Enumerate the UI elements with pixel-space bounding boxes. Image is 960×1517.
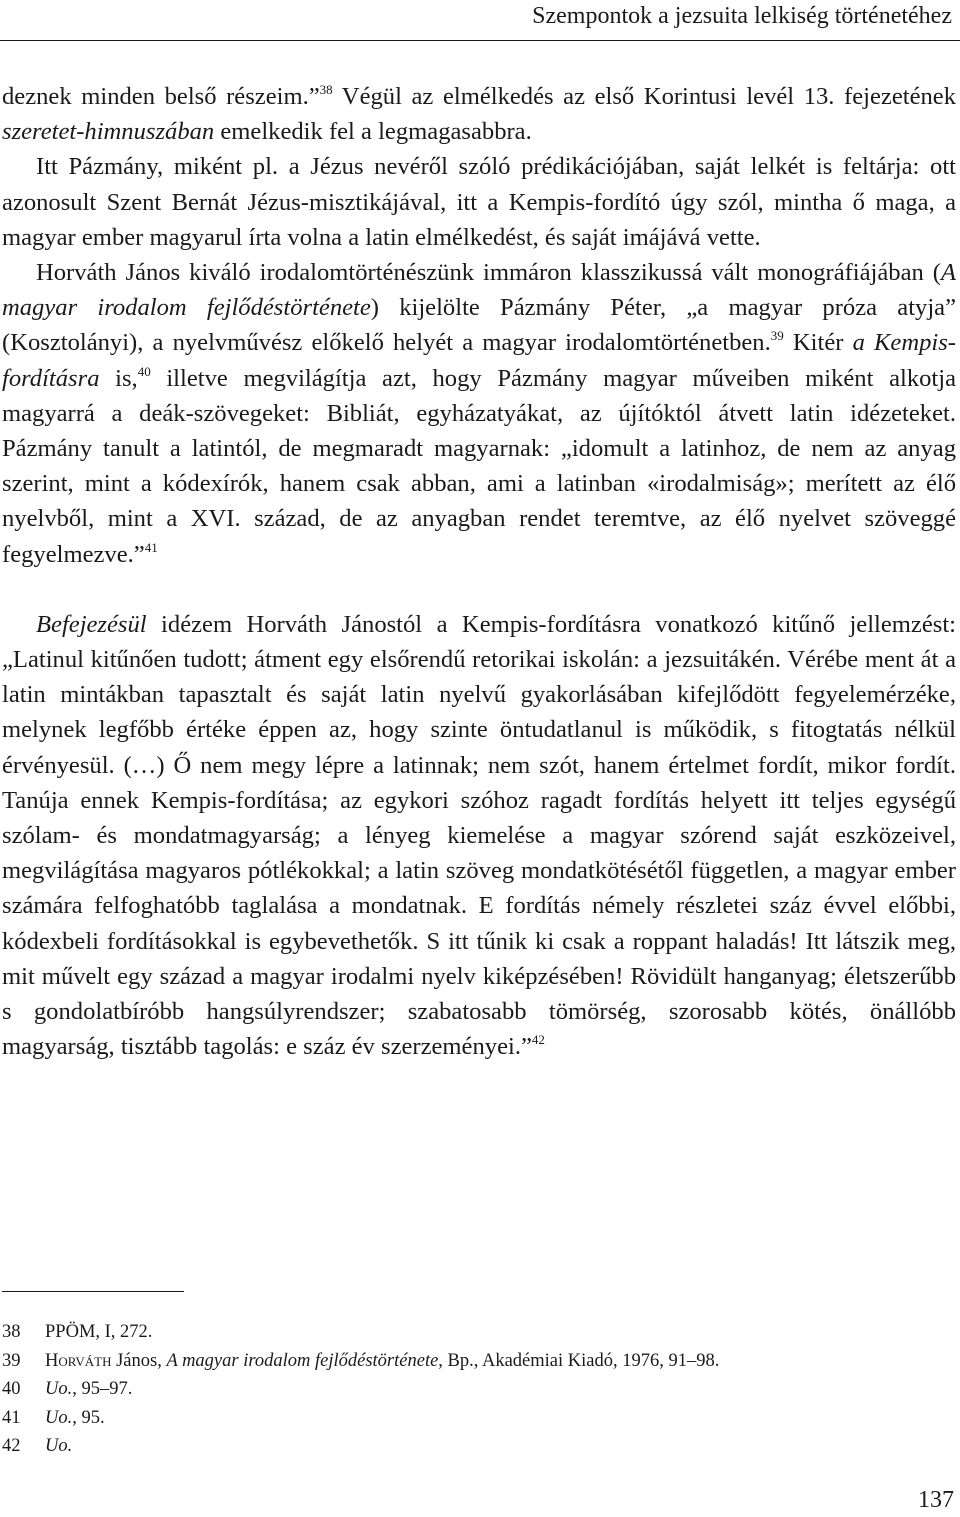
paragraph-text: Horváth János kiváló irodalomtörténészünk immáron klasszikussá vált monográfiájában ( <box>36 259 941 287</box>
footnote-text: , 95–97. <box>72 1379 133 1400</box>
paragraph-2 <box>2 149 956 255</box>
footnote-text: PPÖM, I, 272. <box>45 1322 153 1342</box>
footnote-ref-41: 41 <box>144 539 158 555</box>
footnote-40 <box>2 1375 950 1404</box>
paragraph-1 <box>2 79 956 149</box>
footnote-number: 38 <box>2 1322 21 1342</box>
footnote-number: 42 <box>2 1436 21 1457</box>
paragraph-text: deznek minden belső részeim.” <box>2 83 320 110</box>
paragraph-text: idézem Horváth Jánostól a Kempis-fordításra vonatkozó kitűnő jellemzést: „Latinul kitűnően tudott; átment egy elsőrendű retorikai iskolán: a jezsuitákén. Vérébe ment át a latin mintákban tapasztalt és saját latin nyelvű gyakorlásában kifejlődött fegyelemérzéke, melynek legfőbb értéke éppen az, hogy szinte öntudatlanul is működik, s fitogtatás nélkül érvényesül. (…) Ő nem megy lépre a latinnak; nem szót, hanem értelmet fordít, mikor fordít. Tanúja ennek Kempis-fordítása; az egykori szóhoz ragadt fordítás helyett itt teljes egységű szólam- és mondatmagyarság; a lényeg kiemelése a magyar szórend saját eszközeivel, megvilágítása magyaros pótlékokkal; a latin szöveg mondatkötésétől független, a magyar ember számára felfoghatóbb taglalása a mondatnak. E fordítás némely részletei száz évvel előbbi, kódexbeli fordításokkal is egybevethetők. S itt tűnik ki csak a roppant haladás! Itt látszik meg, mit művelt egy század a magyar irodalmi nyelv kiképzésében! Rövidült hanganyag; életszerűbb s gondolatbíróbb hangsúlyrendszer; szabatosabb tömörség, szorosabb kötés, önállóbb magyarság, tisztább tagolás: e száz év szerzeményei.” <box>2 610 956 1061</box>
running-header: Szempontok a jezsuita lelkiség történetéhez <box>532 3 952 29</box>
book-title: A magyar irodalom fejlődéstörténete <box>2 259 956 322</box>
emphasis: Befejezésül <box>36 610 147 638</box>
paragraph-4 <box>2 607 956 1065</box>
footnotes <box>2 1318 950 1461</box>
footnote-ref-38: 38 <box>319 82 333 97</box>
emphasis: szeretet-himnuszában <box>2 118 215 146</box>
main-text <box>2 79 956 1064</box>
footnote-text: , Bp., Akadémiai Kiadó, 1976, 91–98. <box>438 1350 720 1371</box>
footnote-42 <box>2 1432 950 1461</box>
footnote-rule <box>2 1291 184 1292</box>
footnote-number: 40 <box>2 1379 21 1400</box>
paragraph-text: illetve megvilágítja azt, hogy Pázmány magyar műveiben miként alkotja magyarrá a deák-szövegeket: Bibliát, egyházatyákat, az újítóktól átvett latin idézeteket. Pázmány tanult a latintól, de megmaradt magyarnak: „idomult a latinhoz, de nem az anyag szerint, mint a kódexírók, hanem csak abban, ami a latinban «irodalmiság»; merített az élő nyelvből, mint a XVI. század, de az anyagban rendet teremtve, az élő nyelvet szöveggé fegyelmezve.” <box>2 364 956 568</box>
header-rule <box>0 40 960 41</box>
paragraph-text: Végül az elmélkedés az első Korintusi levél 13. fejezetének <box>332 83 956 110</box>
footnote-38 <box>2 1318 950 1347</box>
footnote-ref-42: 42 <box>531 1032 545 1048</box>
footnote-ibid: Uo. <box>45 1436 73 1457</box>
footnote-text: , 95. <box>72 1407 105 1428</box>
emphasis: a Kempis-fordításra <box>2 329 956 392</box>
paragraph-text: is, <box>99 364 138 392</box>
author-name: Horváth <box>45 1350 112 1371</box>
paragraph-3 <box>2 255 956 572</box>
footnote-number: 41 <box>2 1407 21 1428</box>
paragraph-text: Itt Pázmány, miként pl. a Jézus nevéről szóló prédikációjában, saját lelkét is feltárja: ott azonosult Szent Bernát Jézus-misztikájával, itt a Kempis-fordító úgy szól, mintha ő maga, a magyar ember magyarul írta volna a latin elmélkedést, és saját imájává vette. <box>2 153 956 251</box>
page-number: 137 <box>918 1487 954 1513</box>
footnote-ibid: Uo. <box>45 1379 73 1400</box>
footnote-text: János, <box>111 1350 167 1371</box>
paragraph-text: Kitér <box>783 329 853 357</box>
footnote-41 <box>2 1404 950 1433</box>
footnote-ibid: Uo. <box>45 1407 73 1428</box>
book-title: A magyar irodalom fejlődéstörténete <box>166 1350 439 1371</box>
footnote-ref-39: 39 <box>770 328 784 344</box>
footnote-ref-40: 40 <box>137 363 151 379</box>
paragraph-text: emelkedik fel a legmagasabbra. <box>214 118 532 146</box>
footnote-39 <box>2 1347 950 1376</box>
paragraph-text: ) kijelölte Pázmány Péter, „a magyar próza atyja” (Kosztolányi), a nyelvművész előkelő helyét a magyar irodalomtörténetben. <box>2 294 956 357</box>
footnote-number: 39 <box>2 1350 21 1371</box>
